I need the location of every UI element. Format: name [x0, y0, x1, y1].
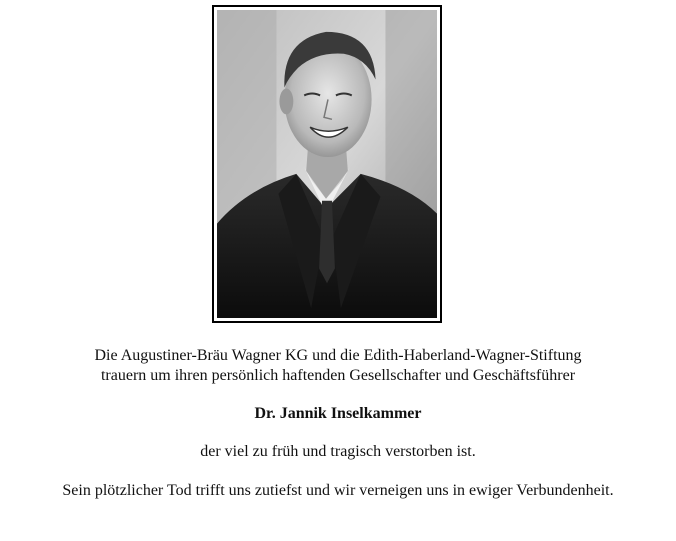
intro-text: [0, 346, 676, 386]
condolence-text: Sein plötzlicher Tod trifft uns zutiefst und wir verneigen uns in ewiger Verbundenheit.: [62, 482, 614, 499]
passing-text: der viel zu früh und tragisch verstorben ist.: [200, 443, 476, 460]
deceased-name: Dr. Jannik Inselkammer: [254, 405, 422, 422]
photo-frame: [212, 5, 442, 323]
portrait-photo-icon: [217, 10, 437, 318]
intro-line-2: trauern um ihren persönlich haftenden Gesellschafter und Geschäftsführer: [100, 367, 576, 384]
intro-line-1: Die Augustiner-Bräu Wagner KG und die Edith-Haberland-Wagner-Stiftung: [94, 347, 582, 364]
